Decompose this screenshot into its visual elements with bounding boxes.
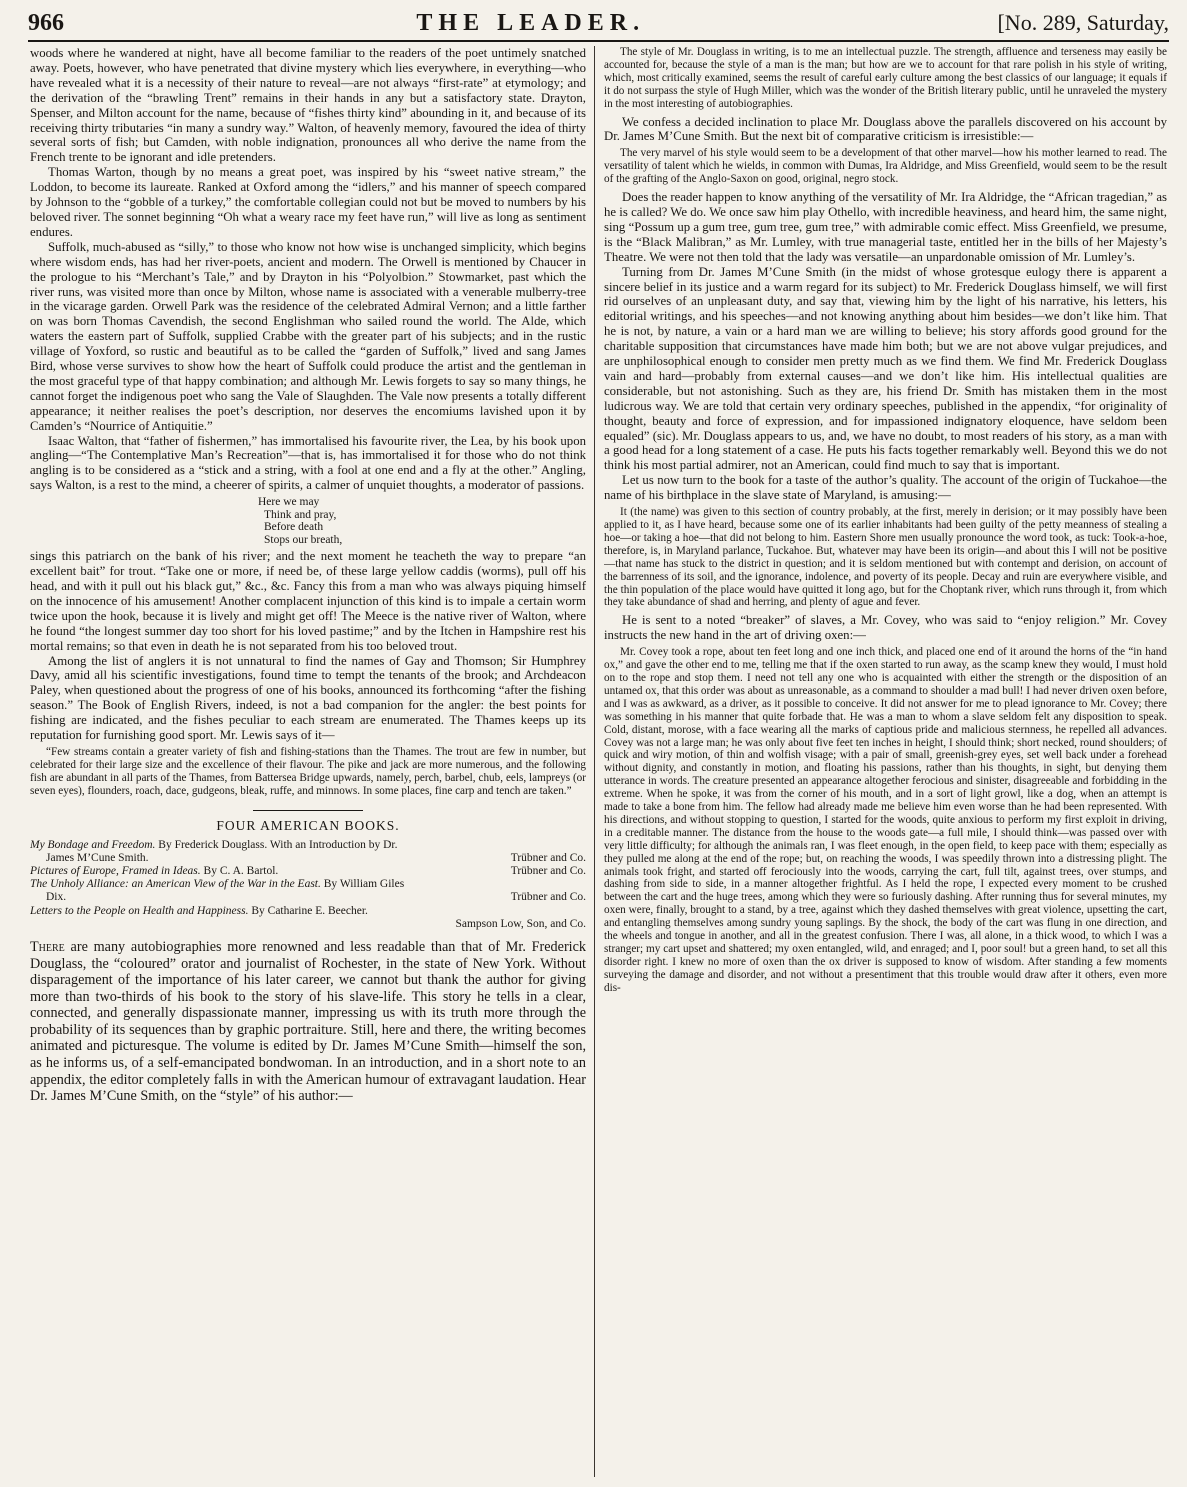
book-detail: By Catharine E. Beecher. xyxy=(251,904,368,917)
verse-quote xyxy=(30,496,586,546)
block-quote xyxy=(604,46,1167,111)
book-entry xyxy=(30,878,586,904)
right-column xyxy=(604,46,1167,1479)
article-paragraph: Turning from Dr. James M’Cune Smith (in the midst of whose grotesque eulogy there is apparent a sincere belief in its justice and a warm regard for its subject) to Mr. Frederick Douglass himself, we will first rid ourselves of an unpleasant duty, and say that, viewing him by the light of his narrative, his letters, his editorial writings, and his speeches—and not knowing anything about him besides—we don’t like him. That he is not, by nature, a vain or a hard man we are willing to believe; his story affords good ground for the charitable supposition that circumstances have made him both; but we are not above vulgar prejudices, and are unphilosophical enough to consider men pretty much as we find them. We find Mr. Frederick Douglass vain and hard—probably from external causes—and we don’t like him. His intellectual qualities are considerable, but not astonishing. Such as they are, his friend Dr. Smith has mistaken them in the most ludicrous way. We are told that certain very ordinary speeches, published in the appendix, “for originality of thought, beauty and force of expression, and for impassioned indignatory eloquence, have seldom been equaled” (sic). Mr. Douglass appears to us, and, we have no doubt, to most readers of his story, as a man with a good head for a long statement of a case. He puts his facts together remarkably well. Beyond this we do not think his most partial admirer, not an American, could find much to say that is important. xyxy=(604,264,1167,473)
page-header xyxy=(28,6,1169,42)
quote-text: The style of Mr. Douglass in writing, is to me an intellectual puzzle. The strength, affluence and terseness may easily be accounted for, because the style of a man is the man; but how are we to account for that rare polish in his style of writing, which, most critically examined, seems the result of careful early culture among the best classics of our language; it equals if it do not surpass the style of Hugh Miller, which was the wonder of the British literary public, until he unraveled the mystery in the most interesting of autobiographies. xyxy=(604,46,1167,110)
book-entry xyxy=(30,865,586,878)
intro-text: are many autobiographies more renowned and less readable than that of Mr. Frederick Douglass, the “coloured” orator and journalist of Rochester, in the state of New York. Without disparagement of the importance of his later career, we cannot but thank the author for giving more than two-thirds of his book to the story of his slave-life. This story he tells in a clear, connected, and generally dispassionate manner, impressing us with its truth more through the probability of its sequences than by graphic portraiture. Still, here and there, the writing becomes animated and picturesque. The volume is edited by Dr. James M’Cune Smith—himself the son, as he informs us, of a self-emancipated bondwoman. In an introduction, and in a short note to an appendix, the editor completely falls in with the American humour of extravagant laudation. Hear Dr. James M’Cune Smith, on the “style” of his author:— xyxy=(30,938,586,1105)
book-title: The Unholy Alliance: an American View of the War in the East. xyxy=(30,878,321,891)
book-entry xyxy=(30,839,586,865)
left-column xyxy=(30,46,586,1479)
quote-text: It (the name) was given to this section of country probably, at the first, merely in derision; or it may possibly have been applied to it, as I have heard, because some one of its earlier inhabitants had been guilty of the petty meanness of stealing a hoe—or taking a hoe—that did not belong to him. Eastern Shore men usually pronounce the word took, as tuck: Took-a-hoe, therefore, is, in Maryland parlance, Tuckahoe. But, whatever may have been its origin—and about this I will not be positive—that name has stuck to the district in question; and it is seldom mentioned but with contempt and derision, on account of the barrenness of its soil, and the ignorance, indolence, and poverty of its people. Decay and ruin are everywhere visible, and the thin population of the place would have quitted it long ago, but for the Choptank river, which runs through it, from which they take abundance of shad and herring, and plenty of ague and fever. xyxy=(604,506,1167,609)
book-title: Pictures of Europe, Framed in Ideas. xyxy=(30,864,201,877)
verse-line: Stops our breath, xyxy=(264,533,343,546)
quote-text: The very marvel of his style would seem to be a development of that other marvel—how his mother learned to read. The versatility of talent which he wields, in common with Dumas, Ira Aldridge, and Miss Greenfield, would seem to be the result of the grafting of the Anglo-Saxon on good, original, negro stock. xyxy=(604,147,1167,186)
book-publisher: Trübner and Co. xyxy=(510,891,586,904)
issue-label: [No. 289, Saturday, xyxy=(997,10,1169,35)
verse-line: Before death xyxy=(264,521,324,534)
verse-line: Here we may xyxy=(258,496,320,509)
book-detail: By William Giles xyxy=(323,878,405,891)
book-detail-cont: Dix. xyxy=(46,891,67,904)
book-entry xyxy=(30,905,586,918)
block-quote xyxy=(604,646,1167,994)
article-paragraph: sings this patriarch on the bank of his river; and the next moment he teacheth the way to prepare “an excellent bait” for trout. “Take one or more, if need be, of these large yellow caddis (worms), pull off his head, and with it pull out his black gut,” &c., &c. Fancy this from a man who was always piquing himself on the innocence of his amusement! Another complacent injunction of this kind is to impale a certain worm twice upon the hook, because it is lively and might get off! The Meece is the native river of Walton, where he found “the longest summer day too short for his loved pastime;” and by the Itchen in Hampshire rest his mortal remains; so that even in death he is not separated from his too beloved trout. xyxy=(30,549,586,653)
quote-text: “Few streams contain a greater variety of fish and fishing-stations than the Thames. The trout are few in number, but celebrated for their large size and the excellence of their flavour. The pike and jack are more numerous, and the following fish are abundant in all parts of the Thames, from Battersea Bridge upwards, namely, perch, barbel, chub, eels, lampreys (or seven eyes), flounders, roach, dace, gudgeons, bleak, ruffe, and minnows. In some places, fine carp and tench are taken.” xyxy=(30,745,586,797)
review-intro xyxy=(30,939,586,1105)
article-paragraph: Isaac Walton, that “father of fishermen,” has immortalised his favourite river, the Lea, by his book upon angling—“The Contemplative Man’s Recreation”—that is, has immortalised it for those who do not think angling is to be considered as a “stick and a string, with a fool at one end and a fly at the other.” Angling, says Walton, is a rest to the mind, a cheerer of spirits, a calmer of unquiet thoughts, a moderator of passions. xyxy=(30,433,586,493)
article-paragraph: Among the list of anglers it is not unnatural to find the names of Gay and Thomson; Sir Humphrey Davy, amid all his scientific investigations, found time to tempt the tenants of the brook; and Archdeacon Paley, when questioned about the progress of one of his books, announced its forthcoming “after the fishing season.” The Book of English Rivers, indeed, is not a bad companion for the angler: the best points for fishing are indicated, and the fishes peculiar to each stream are enumerated. The Thames keeps up its reputation for furnishing good sport. Mr. Lewis says of it— xyxy=(30,653,586,743)
block-quote xyxy=(604,506,1167,609)
book-title: Letters to the People on Health and Happiness. xyxy=(30,904,249,917)
book-detail: By C. A. Bartol. xyxy=(203,864,279,877)
book-publisher: Trübner and Co. xyxy=(510,851,586,864)
article-paragraph: Suffolk, much-abused as “silly,” to those who know not how wise is unchanged simplicity, which begins where wisdom ends, has had her river-poets, ancient and modern. The Orwell is mentioned by Chaucer in the prologue to his “Merchant’s Tale,” and by Drayton in his “Polyolbion.” Stowmarket, past which the river runs, was visited more than once by Milton, whose name is associated with a venerable mulberry-tree in the vicarage garden. Orwell Park was the residence of the celebrated Admiral Vernon; and a little farther on was born Thomas Cavendish, the second Englishman who sailed round the world. The Alde, which waters the eastern part of Suffolk, supplied Crabbe with the greater part of his subjects; and in the rustic village of Yoxford, so rustic and beautiful as to be called the “garden of Suffolk,” lived and sang James Bird, whose verse survives to show how the heart of Suffolk could produce the artist and the gentleman in the most graceful type of that happy combination; and although Mr. Lewis forgets to say so many things, he cannot forget the indigenous poet who sang the Vale of Slaughden. The Vale now presents a totally different appearance; it neither realises the poet’s description, nor deserves the encomiums lavished upon it by Camden’s “Nourrice of Antiquitie.” xyxy=(30,239,586,433)
article-paragraph: We confess a decided inclination to place Mr. Douglass above the parallels discovered on his account by Dr. James M’Cune Smith. But the next bit of comparative criticism is irresistible:— xyxy=(604,114,1167,144)
article-paragraph: Does the reader happen to know anything of the versatility of Mr. Ira Aldridge, the “African tragedian,” as he is called? We do. We once saw him play Othello, with incredible heaviness, and heard him, the same night, sing “Possum up a gum tree, gum tree, gum tree,” with admirable comic effect. Miss Greenfield, we presume, is the “Black Malibran,” as Mr. Lumley, with true managerial taste, entitled her in the bills of her Majesty’s Theatre. We were not then told that the lady was versatile—an unpardonable omission of Mr. Lumley’s. xyxy=(604,190,1167,264)
quote-text: Mr. Covey took a rope, about ten feet long and one inch thick, and placed one end of it around the horns of the “in hand ox,” and gave the other end to me, telling me that if the oxen started to run away, as the scamp knew they would, I must hold on to the rope and stop them. I need not tell any one who is acquainted with either the strength or the disposition of an untamed ox, that this order was about as unreasonable, as a command to shoulder a mad bull! I had never driven oxen before, and I was as awkward, as a driver, as it possible to conceive. It did not answer for me to plead ignorance to Mr. Covey; there was something in his manner that quite forbade that. He was a man to whom a slave seldom felt any disposition to speak. Cold, distant, morose, with a face wearing all the marks of captious pride and malicious sternness, he repelled all advances. Covey was not a large man; he was only about five feet ten inches in height, I should think; short necked, round shoulders; of quick and wiry motion, of thin and wolfish visage; with a pair of small, greenish-grey eyes, set well back under a forehead without dignity, and constantly in motion, and floating his passions, rather than his thoughts, in sight, but denying them utterance in words. The creature presented an appearance altogether ferocious and sinister, disagreeable and forbidding in the extreme. When he spoke, it was from the corner of his mouth, and in a sort of light growl, like a dog, when an attempt is made to take a bone from him. The fellow had already made me believe him even worse than he had been represented. With his directions, and without stopping to question, I started for the woods, quite anxious to perform my first exploit in driving, in a creditable manner. The distance from the house to the woods gate—a full mile, I should think—was passed over with very little difficulty; for although the animals ran, I was fleet enough, in the open field, to keep pace with them; especially as they pulled me along at the end of the rope; but, on reaching the woods, I was speedily thrown into a distressing plight. The animals took fright, and started off ferociously into the woods, carrying the cart, full tilt, against trees, over stumps, and dashing from side to side, in a manner altogether frightful. As I held the rope, I expected every moment to be crushed between the cart and the huge trees, among which they were so furiously dashing. After running thus for several minutes, my oxen were, finally, brought to a stand, by a tree, against which they dashed themselves with great violence, upsetting the cart, and entangling themselves among sundry young saplings. By the shock, the body of the cart was flung in one direction, and the wheels and tongue in another, and all in the greatest confusion. There I was, all alone, in a thick wood, to which I was a stranger; my cart upset and shattered; my oxen entangled, wild, and enraged; and I, poor soul! but a green hand, to set all this disorder right. I knew no more of oxen than the ox driver is supposed to know of wisdom. After standing a few moments surveying the damage and disorder, and not without a presentiment that this trouble would draw after it others, even more dis- xyxy=(604,646,1167,994)
page-number: 966 xyxy=(28,9,64,36)
book-publisher: Sampson Low, Son, and Co. xyxy=(455,917,586,930)
block-quote xyxy=(604,147,1167,186)
section-divider xyxy=(253,810,363,811)
article-paragraph: Let us now turn to the book for a taste of the author’s quality. The account of the origin of Tuckahoe—the name of his birthplace in the slave state of Maryland, is amusing:— xyxy=(604,473,1167,503)
book-publisher: Trübner and Co. xyxy=(510,864,586,877)
verse-line: Think and pray, xyxy=(264,508,337,521)
block-quote xyxy=(30,746,586,798)
article-paragraph: Thomas Warton, though by no means a great poet, was inspired by his “sweet native stream,” the Loddon, to become its laureate. Ranked at Oxford among the “idlers,” and his manner of speech compared by Johnson to the “gobble of a turkey,” the comfortable collegian could not but be moved to numbers by his beloved river. The sonnet beginning “Oh what a weary race my feet have run,” will live as long as sentiment endures. xyxy=(30,165,586,239)
book-title: My Bondage and Freedom. xyxy=(30,838,156,851)
intro-lead-word: There xyxy=(30,938,65,955)
book-list xyxy=(30,839,586,931)
column-rule xyxy=(594,46,595,1477)
book-publisher-row xyxy=(30,918,586,931)
masthead-title: THE LEADER. xyxy=(416,9,646,36)
article-paragraph: He is sent to a noted “breaker” of slaves, a Mr. Covey, who was said to “enjoy religion.” Mr. Covey instructs the new hand in the art of driving oxen:— xyxy=(604,613,1167,643)
article-paragraph: woods where he wandered at night, have all become familiar to the readers of the poet untimely snatched away. Poets, however, who have penetrated that divine mystery which lies everywhere, in everything—who have revealed what it is a necessity of their nature to reveal—are not always “first-rate” at etymology; and the derivation of the “brawling Trent” remains in their hands in any but a satisfactory state. Drayton, Spenser, and Milton account for the name, because of “fishes thirty kind” abounding in it, and because of its receiving thirty tributaries “in many a sundry way.” Walton, of heavenly memory, favoured the idea of thirty several sorts of fish; but Camden, with noble indignation, pronounces all who derive the name from the French trente to be ignorant and idle pretenders. xyxy=(30,46,586,165)
book-detail-cont: James M’Cune Smith. xyxy=(46,851,149,864)
book-detail: By Frederick Douglass. With an Introduction by Dr. xyxy=(158,838,398,851)
section-title: FOUR AMERICAN BOOKS. xyxy=(216,817,400,833)
